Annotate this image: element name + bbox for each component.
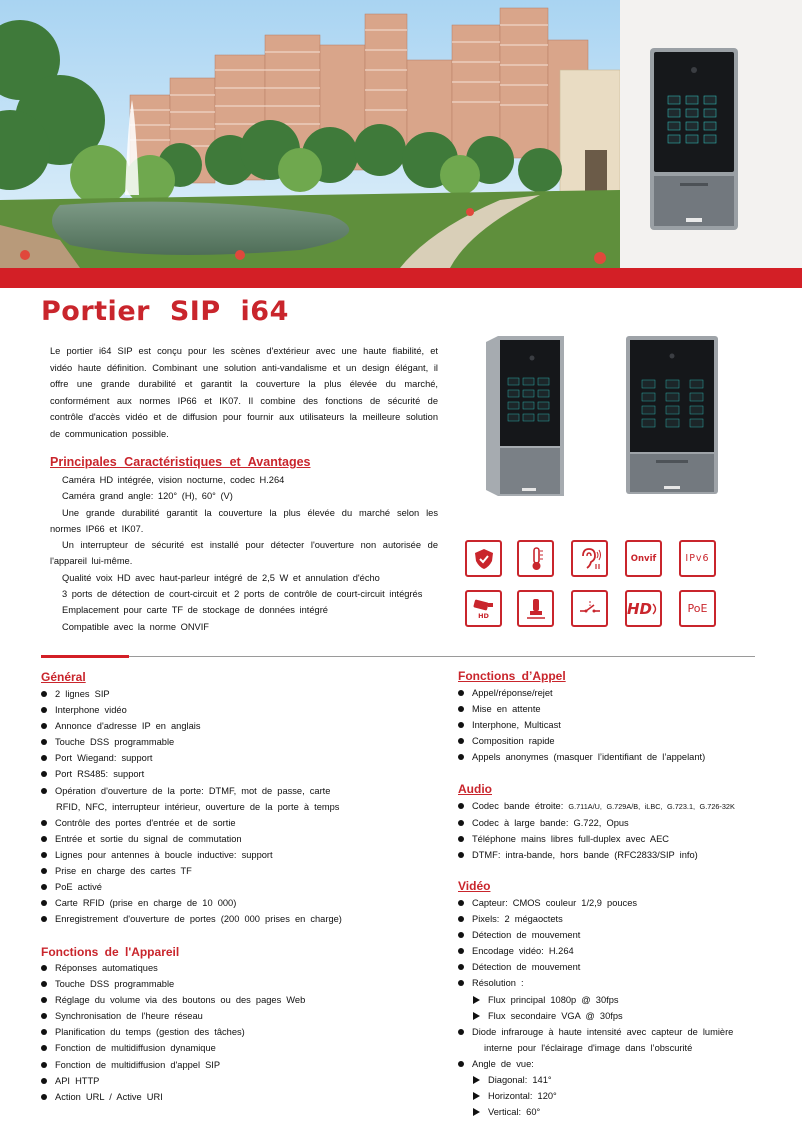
feature-item: 3 ports de détection de court-circuit et 2 ports de contrôle de court-circuit intégrés [62, 589, 423, 600]
video-list [458, 895, 788, 1120]
list-item-line: Opération d'ouverture de la porte: DTMF, mot de passe, carte [55, 785, 331, 796]
list-item: Interphone vidéo [41, 702, 441, 718]
feature-item: Emplacement pour carte TF de stockage de données intégré [62, 605, 328, 616]
feature-item: Qualité voix HD avec haut-parleur intégré de 2,5 W et annulation d'écho [62, 572, 380, 583]
section-divider [41, 656, 755, 657]
feature-item: Caméra HD intégrée, vision nocturne, codec H.264 [62, 475, 285, 485]
feature-item: Une grande durabilité garantit la couverture la plus élevée du marché selon les normes IP66 et IK07. [50, 507, 438, 534]
list-item: Réglage du volume via des boutons ou des pages Web [41, 992, 441, 1008]
call-functions-list [458, 685, 788, 765]
thermometer-icon [517, 540, 554, 577]
list-subitem: Flux secondaire VGA @ 30fps [458, 1008, 788, 1024]
list-item: Résolution : [458, 975, 788, 991]
device-product-images [478, 336, 738, 498]
list-item: Appel/réponse/rejet [458, 685, 788, 701]
video-title: Vidéo [458, 879, 491, 893]
list-item-line: Diode infrarouge à haute intensité avec capteur de lumière [472, 1026, 734, 1037]
ipv6-icon [679, 540, 716, 577]
list-item: Planification du temps (gestion des tâches) [41, 1024, 441, 1040]
narrowband-label: Codec bande étroite: [472, 801, 564, 811]
list-item: Port Wiegand: support [41, 750, 441, 766]
list-item: 2 lignes SIP [41, 686, 441, 702]
list-item: Port RS485: support [41, 766, 441, 782]
features-heading: Principales Caractéristiques et Avantages [50, 455, 311, 469]
list-item [41, 783, 441, 815]
relay-switch-icon [571, 590, 608, 627]
list-item [458, 1024, 788, 1056]
section-divider-accent [41, 655, 129, 658]
hero-banner [0, 0, 802, 268]
list-subitem: Flux principal 1080p @ 30fps [458, 992, 788, 1008]
list-item: API HTTP [41, 1073, 441, 1089]
list-item: Fonction de multidiffusion d'appel SIP [41, 1057, 441, 1073]
device-angled-view [486, 336, 564, 496]
narrowband-codecs: G.711A/U, G.729A/B, iLBC, G.723.1, G.726-32K [568, 802, 735, 811]
list-item: Détection de mouvement [458, 927, 788, 943]
features-list [50, 472, 438, 635]
hero-red-band [0, 268, 802, 288]
list-item: Appels anonymes (masquer l’identifiant de l’appelant) [458, 749, 788, 765]
list-item: DTMF: intra-bande, hors bande (RFC2833/SIP info) [458, 847, 788, 863]
device-front-view [626, 336, 718, 494]
ear-sound-icon [571, 540, 608, 577]
hd-camera-icon [465, 590, 502, 627]
call-functions-title: Fonctions d’Appel [458, 669, 566, 683]
list-subitem: Diagonal: 141° [458, 1072, 788, 1088]
list-item: Enregistrement d'ouverture de portes (200 000 prises en charge) [41, 911, 441, 927]
shield-check-icon [465, 540, 502, 577]
list-item: Encodage vidéo: H.264 [458, 943, 788, 959]
onvif-label: Onvif [630, 553, 657, 564]
audio-title: Audio [458, 782, 492, 796]
tamper-switch-icon [517, 590, 554, 627]
poe-label: PoE [687, 602, 708, 615]
list-subitem: Vertical: 60° [458, 1104, 788, 1120]
list-item: Touche DSS programmable [41, 976, 441, 992]
feature-icons [465, 538, 725, 630]
list-item: Composition rapide [458, 733, 788, 749]
list-item: Fonction de multidiffusion dynamique [41, 1040, 441, 1056]
audio-list [458, 798, 788, 863]
list-item: Entrée et sortie du signal de commutation [41, 831, 441, 847]
hero-device-image [650, 48, 738, 230]
list-item: Contrôle des portes d'entrée et de sortie [41, 815, 441, 831]
page-title: Portier SIP i64 [41, 296, 289, 327]
list-item: Prise en charge des cartes TF [41, 863, 441, 879]
feature-item: Caméra grand angle: 120° (H), 60° (V) [62, 491, 233, 502]
hd-icon [625, 590, 662, 627]
list-item: Pixels: 2 mégaoctets [458, 911, 788, 927]
list-item [458, 798, 788, 815]
list-item: Lignes pour antennes à boucle inductive: support [41, 847, 441, 863]
list-item: Annonce d'adresse IP en anglais [41, 718, 441, 734]
ipv6-label: IPv6 [685, 553, 710, 564]
list-item: Touche DSS programmable [41, 734, 441, 750]
list-item: Interphone, Multicast [458, 717, 788, 733]
list-item: Détection de mouvement [458, 959, 788, 975]
list-item: Carte RFID (prise en charge de 10 000) [41, 895, 441, 911]
intro-paragraph: Le portier i64 SIP est conçu pour les scènes d'extérieur avec une haute fiabilité, et vidéo haute définition. Combinant une solution anti-vandalisme et un design élégant, il offre une grande durabilité et garantit la couverture la plus élevée du marché, conformément aux normes IP66 et IK07. Il combine des fonctions de sécurité de contrôle d'accès vidéo et de diffusion pour fournir aux utilisateurs la meilleure solution de communication possible. [50, 346, 438, 439]
list-item: Synchronisation de l'heure réseau [41, 1008, 441, 1024]
hero-photo-residential-complex [0, 0, 620, 268]
hd-label: HD [627, 599, 653, 618]
list-item: Capteur: CMOS couleur 1/2,9 pouces [458, 895, 788, 911]
general-title: Général [41, 670, 86, 684]
list-item: Angle de vue: [458, 1056, 788, 1072]
feature-item: Un interrupteur de sécurité est installé pour détecter l'ouverture non autorisée de l'appareil lui-même. [50, 540, 438, 567]
device-functions-title: Fonctions de l'Appareil [41, 945, 180, 959]
list-item: Mise en attente [458, 701, 788, 717]
list-item: Action URL / Active URI [41, 1089, 441, 1105]
list-subitem: Horizontal: 120° [458, 1088, 788, 1104]
poe-icon [679, 590, 716, 627]
hd-camera-label: HD [478, 611, 489, 620]
feature-item: Compatible avec la norme ONVIF [62, 621, 209, 632]
list-item: Téléphone mains libres full-duplex avec AEC [458, 831, 788, 847]
list-item: Réponses automatiques [41, 960, 441, 976]
list-item-continuation: interne pour l'éclairage d'image dans l’obscurité [484, 1042, 693, 1053]
device-functions-list [41, 960, 441, 1105]
list-item: Codec à large bande: G.722, Opus [458, 815, 788, 831]
list-item: PoE activé [41, 879, 441, 895]
onvif-icon [625, 540, 662, 577]
general-list [41, 686, 441, 927]
list-item-continuation: RFID, NFC, interrupteur intérieur, ouverture de la porte à temps [56, 801, 340, 812]
